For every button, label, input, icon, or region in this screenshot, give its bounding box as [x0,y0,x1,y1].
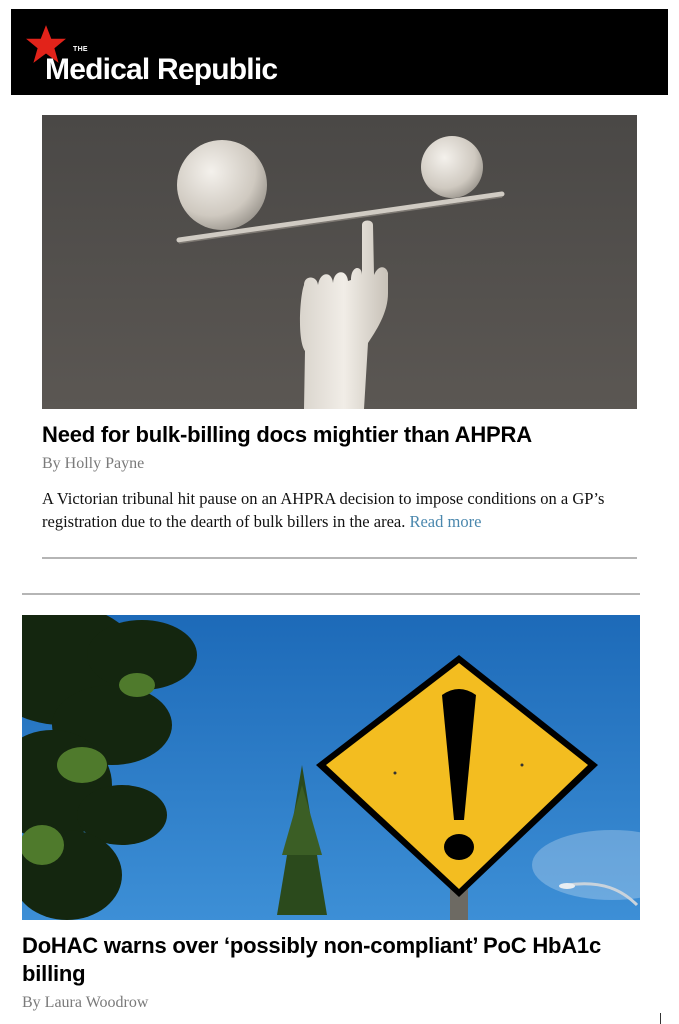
article-hero-image-warning-sign[interactable] [22,615,640,920]
article-hero-image-balance[interactable] [42,115,637,409]
article-headline[interactable]: Need for bulk-billing docs mightier than AHPRA [42,422,532,447]
article-byline: By Holly Payne [42,455,145,472]
logo-wordmark: Medical Republic [45,53,278,86]
article-excerpt [42,487,637,533]
logo-the: THE [73,46,88,53]
divider [42,557,637,559]
article-excerpt-text: A Victorian tribunal hit pause on an AHPRA decision to impose conditions on a GP’s registration due to the dearth of bulk billers in the area. [42,489,605,531]
article-headline[interactable]: DoHAC warns over ‘possibly non-compliant’ PoC HbA1c billing [22,933,601,986]
article-card [42,115,637,550]
article-byline: By Laura Woodrow [22,994,149,1011]
article-card [22,615,640,1012]
read-more-link[interactable]: Read more [409,512,482,531]
site-logo[interactable] [25,23,325,86]
divider [22,593,640,595]
masthead [11,9,668,95]
scroll-indicator [660,1013,661,1024]
